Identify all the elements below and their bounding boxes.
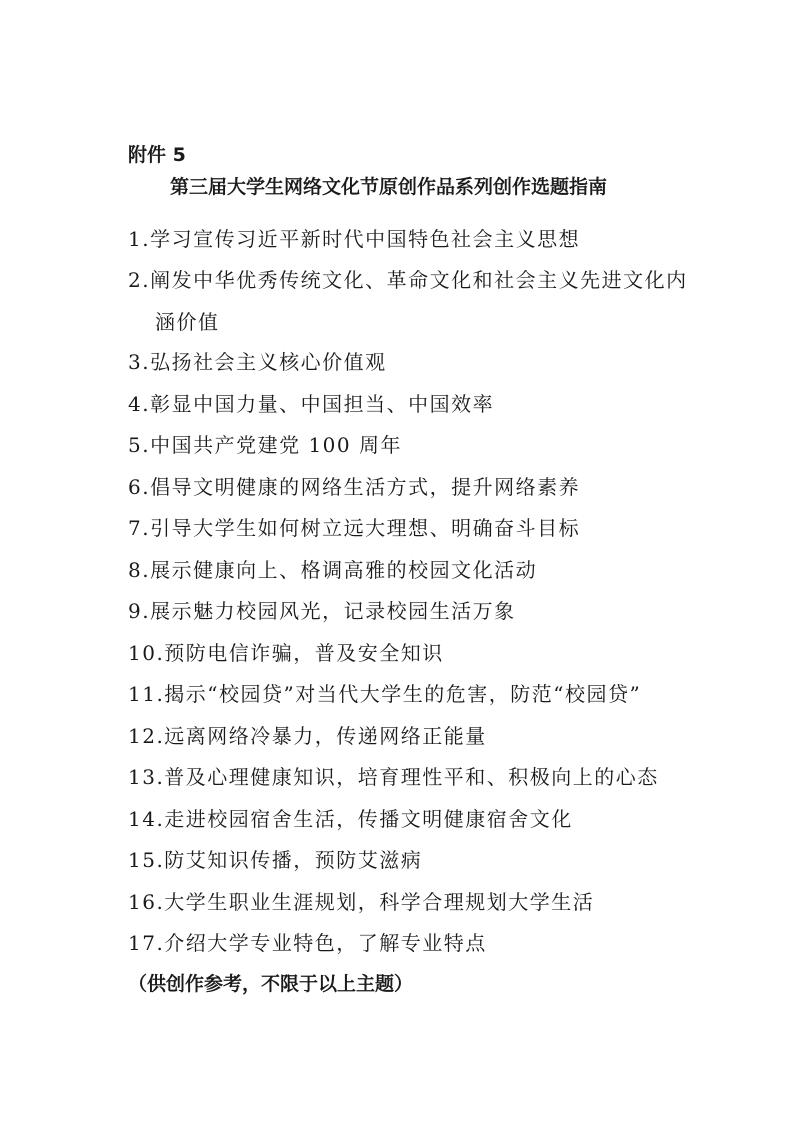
topic-item-15: 15.防艾知识传播，预防艾滋病	[128, 848, 423, 872]
topic-item-7: 7.引导大学生如何树立远大理想、明确奋斗目标	[128, 516, 581, 540]
topic-item-6: 6.倡导文明健康的网络生活方式，提升网络素养	[128, 475, 581, 499]
topic-item-1: 1.学习宣传习近平新时代中国特色社会主义思想	[128, 227, 581, 251]
document-title: 第三届大学生网络文化节原创作品系列创作选题指南	[170, 176, 608, 198]
topic-item-2-continuation: 涵价值	[155, 310, 220, 334]
topic-item-12: 12.远离网络冷暴力，传递网络正能量	[128, 724, 487, 748]
topic-item-8: 8.展示健康向上、格调高雅的校园文化活动	[128, 558, 538, 582]
topic-item-16: 16.大学生职业生涯规划，科学合理规划大学生活	[128, 890, 595, 914]
footnote: （供创作参考，不限于以上主题）	[128, 973, 414, 995]
topic-item-17: 17.介绍大学专业特色，了解专业特点	[128, 931, 487, 955]
topic-item-4: 4.彰显中国力量、中国担当、中国效率	[128, 392, 495, 416]
topic-item-2-text: 2.阐发中华优秀传统文化、革命文化和社会主义先进文化内	[128, 268, 688, 292]
topic-item-9: 9.展示魅力校园风光，记录校园生活万象	[128, 599, 516, 623]
topic-item-2	[128, 266, 688, 336]
topic-item-11: 11.揭示“校园贷”对当代大学生的危害，防范“校园贷”	[128, 682, 642, 706]
topic-item-13: 13.普及心理健康知识，培育理性平和、积极向上的心态	[128, 765, 659, 789]
topic-item-5: 5.中国共产党建党 100 周年	[128, 433, 402, 457]
attachment-label: 附件 5	[128, 144, 186, 166]
topic-item-3: 3.弘扬社会主义核心价值观	[128, 350, 387, 374]
topic-item-14: 14.走进校园宿舍生活，传播文明健康宿舍文化	[128, 807, 573, 831]
topic-item-10: 10.预防电信诈骗，普及安全知识	[128, 641, 444, 665]
